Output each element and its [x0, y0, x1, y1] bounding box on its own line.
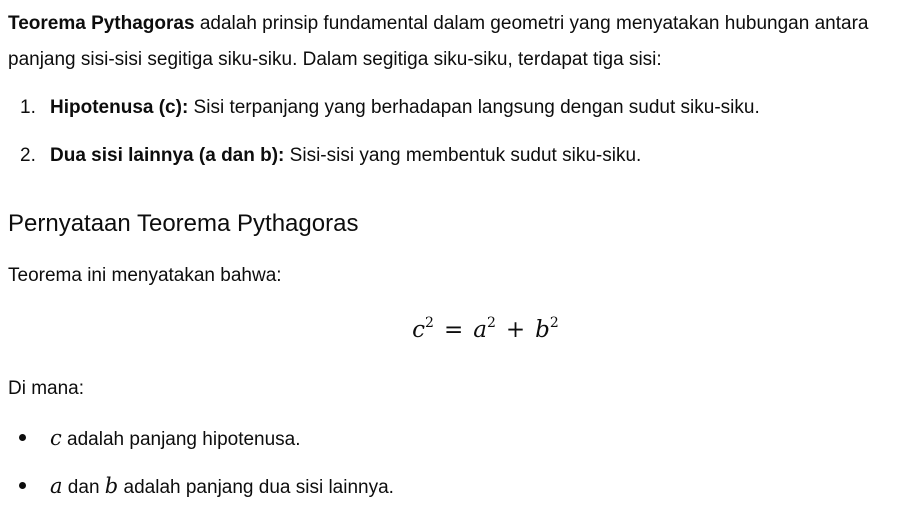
equation-exponent: 2: [425, 315, 434, 331]
bullet-icon: [19, 482, 26, 489]
section-heading: Pernyataan Teorema Pythagoras: [8, 210, 359, 237]
math-variable: a: [50, 474, 63, 498]
intro-term: Teorema Pythagoras: [8, 13, 195, 34]
variable-text: adalah panjang hipotenusa.: [61, 429, 301, 450]
equation-var-a: a: [473, 317, 487, 343]
intro-paragraph: [8, 6, 906, 78]
side-term: Dua sisi lainnya (a dan b):: [50, 145, 285, 166]
where-label: Di mana:: [8, 378, 85, 399]
list-number: 1.: [20, 97, 36, 118]
equals-sign: =: [443, 317, 464, 343]
equation-var-c: c: [412, 317, 426, 343]
equation-exponent: 2: [486, 315, 496, 331]
intro-text: adalah prinsip fundamental dalam geometri yang menyatakan hubungan antara panjang sisi-sisi segitiga siku-siku. Dalam segitiga siku-siku, terdapat tiga sisi:: [8, 13, 869, 70]
lead-text: Teorema ini menyatakan bahwa:: [8, 265, 282, 286]
side-text: Sisi terpanjang yang berhadapan langsung dengan sudut siku-siku.: [188, 97, 760, 118]
variable-text: adalah panjang dua sisi lainnya.: [118, 477, 394, 498]
list-number: 2.: [20, 145, 36, 166]
list-item: [0, 420, 910, 468]
variable-connector: dan: [62, 477, 105, 498]
plus-sign: +: [505, 317, 526, 343]
math-variable: c: [50, 426, 62, 450]
math-variable: b: [104, 474, 119, 498]
side-text: Sisi-sisi yang membentuk sudut siku-siku.: [284, 145, 642, 166]
list-item: [0, 90, 910, 138]
equation-exponent: 2: [549, 315, 559, 331]
bullet-icon: [19, 434, 26, 441]
sides-list: [0, 90, 910, 186]
equation-var-b: b: [535, 317, 550, 343]
list-item: [0, 138, 910, 186]
list-item: [0, 468, 910, 516]
side-term: Hipotenusa (c):: [50, 97, 189, 118]
variables-list: [0, 420, 910, 516]
pythagoras-equation: [0, 310, 910, 350]
